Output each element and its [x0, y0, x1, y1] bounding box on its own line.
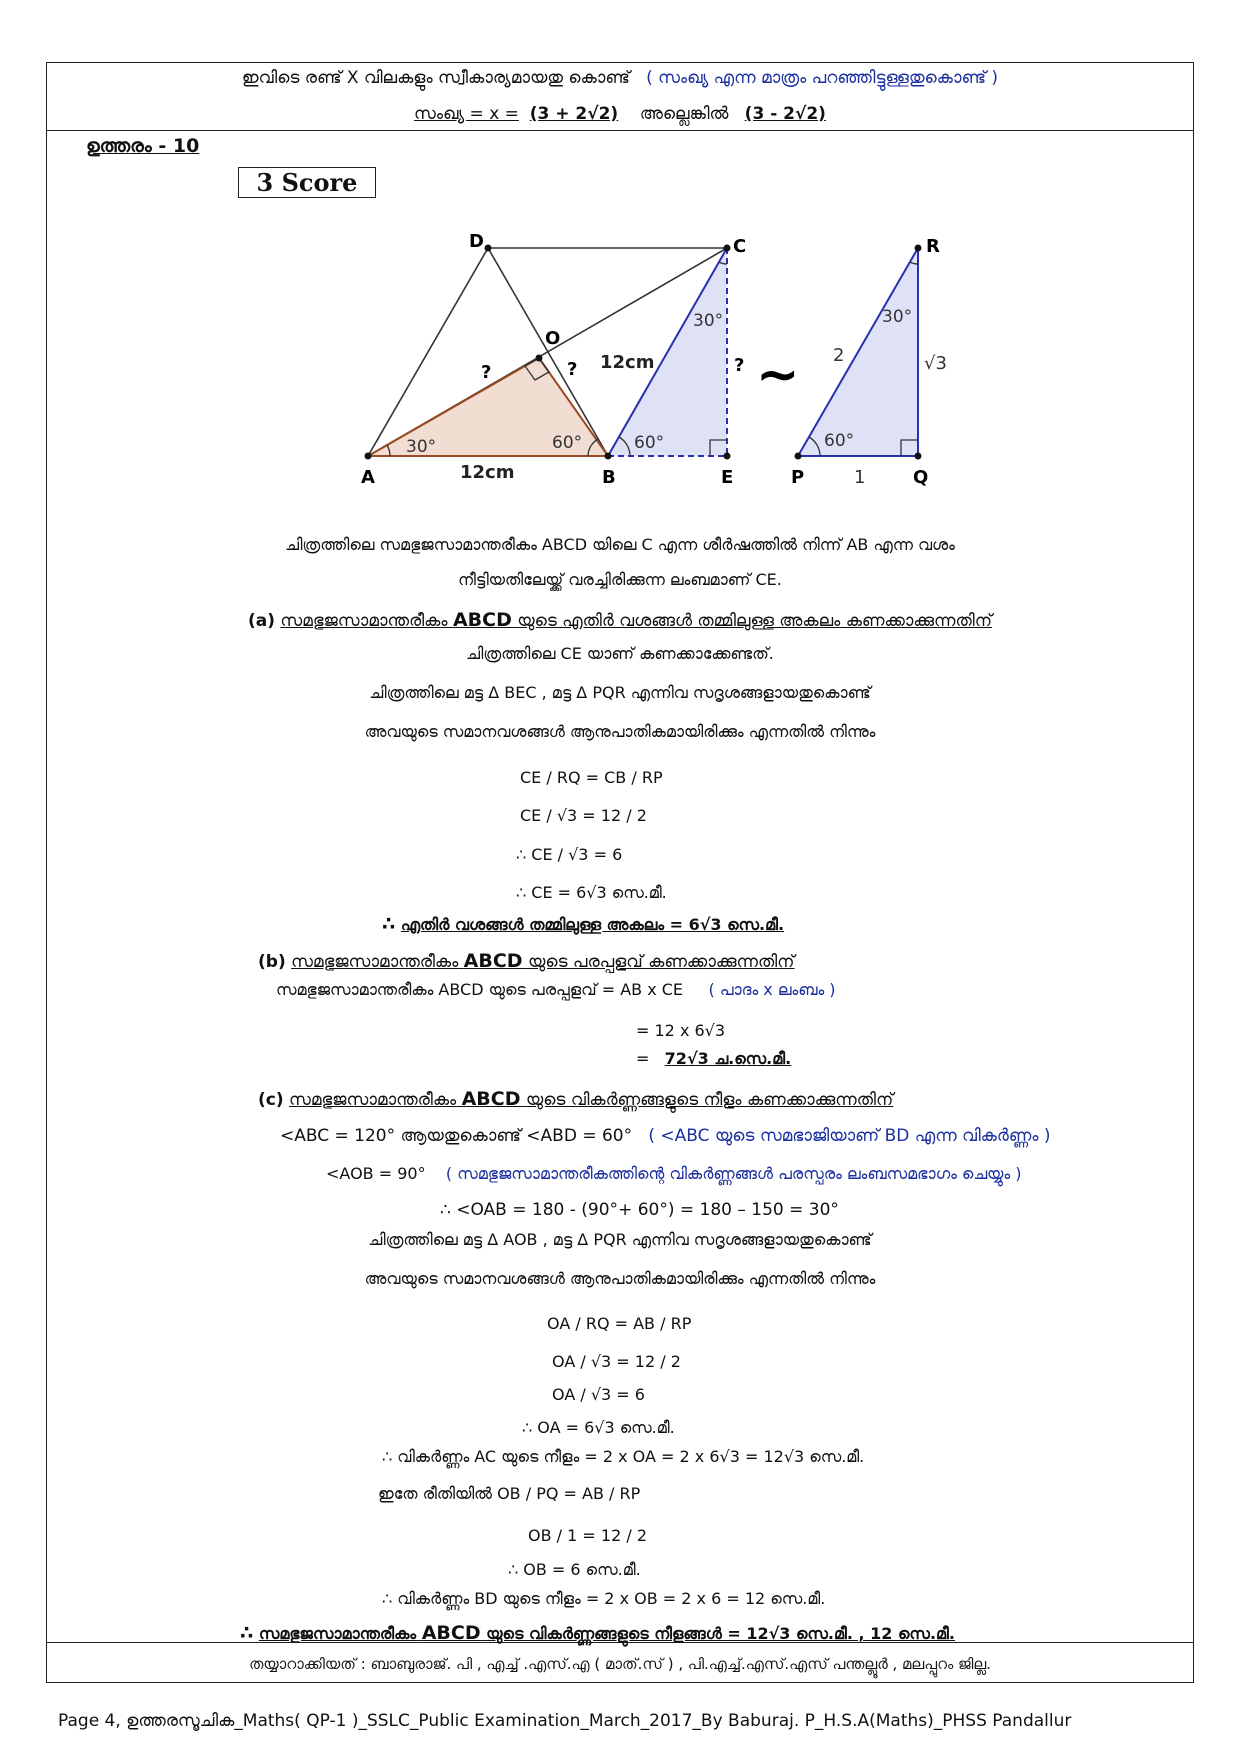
part-b-line-1	[276, 980, 836, 1000]
part-b-eq-2-value: 72√3 ച.സെ.മീ.	[664, 1049, 792, 1068]
part-c-line-1-note: ( <ABC യുടെ സമഭാജിയാണ് BD എന്ന വികർണ്ണം )	[648, 1126, 1051, 1146]
angle-label-oba: 60°	[552, 433, 583, 453]
answer-label: ഉത്തരം - 10	[86, 135, 200, 157]
prepared-by: തയ്യാറാക്കിയത് : ബാബുരാജ്. പി , എച്ച് .എസ്.എ ( മാത്.സ് ) , പി.എച്ച്.എസ്.എസ് പന്തല്ലൂർ , മലപ്പുറം ജില്ല.	[249, 1655, 991, 1673]
part-c-result-therefore: ∴	[240, 1622, 254, 1644]
part-b-heading-pre: സമഭുജസാമാന്തരീകം	[291, 952, 459, 972]
label-a: A	[361, 467, 375, 488]
length-label-pq: 1	[854, 467, 866, 488]
angle-label-bce: 30°	[693, 311, 724, 331]
part-a-tag: (a)	[247, 611, 275, 631]
part-b-heading-post: യുടെ പരപ്പളവ് കണക്കാക്കുന്നതിന്	[527, 952, 795, 972]
point-c	[724, 245, 731, 252]
part-a-heading-abcd: ABCD	[452, 609, 512, 631]
label-p: P	[791, 467, 805, 488]
label-b: B	[602, 467, 616, 488]
top-line-1-main: ഇവിടെ രണ്ട് X വിലകളും സ്വീകാര്യമായതു കൊണ്ട്	[241, 68, 630, 88]
part-b-heading	[258, 950, 794, 972]
point-q	[915, 453, 922, 460]
part-b-line-1-text: സമഭുജസാമാന്തരീകം ABCD യുടെ പരപ്പളവ് = AB x CE	[276, 980, 684, 999]
part-c-eq-5: ∴ വികർണ്ണം AC യുടെ നീളം = 2 x OA = 2 x 6√3 = 12√3 സെ.മീ.	[382, 1447, 865, 1466]
angle-label-p: 60°	[824, 431, 855, 451]
part-c-eq-8: ∴ OB = 6 സെ.മീ.	[508, 1560, 641, 1579]
length-label-rq: √3	[924, 353, 947, 374]
angle-label-r: 30°	[882, 307, 913, 327]
part-a-eq-2: CE / √3 = 12 / 2	[520, 806, 647, 825]
part-a-result-text: എതിർ വശങ്ങൾ തമ്മിലുള്ള അകലം = 6√3 സെ.മീ.	[400, 915, 785, 934]
part-b-heading-abcd: ABCD	[463, 950, 523, 972]
part-a-heading-pre: സമഭുജസാമാന്തരീകം	[280, 611, 448, 631]
part-c-line-1-text: <ABC = 120° ആയതുകൊണ്ട് <ABD = 60°	[280, 1126, 633, 1146]
part-a-eq-4: ∴ CE = 6√3 സെ.മീ.	[516, 883, 667, 902]
part-c-line-4: ചിത്രത്തിലെ മട്ട Δ AOB , മട്ട Δ PQR എന്നിവ സദൃശങ്ങളായതുകൊണ്ട്	[368, 1230, 872, 1249]
part-c-heading-abcd: ABCD	[461, 1088, 521, 1110]
part-a-eq-1: CE / RQ = CB / RP	[520, 768, 663, 787]
label-d: D	[469, 231, 484, 252]
part-c-line-2-text: <AOB = 90°	[326, 1164, 426, 1183]
part-c-eq-1: OA / RQ = AB / RP	[547, 1314, 692, 1333]
part-b-line-1-note: ( പാദം x ലംബം )	[708, 980, 836, 999]
part-b-tag: (b)	[258, 952, 286, 972]
part-b-eq-2	[636, 1049, 791, 1069]
part-c-heading	[258, 1088, 893, 1110]
label-r: R	[926, 236, 940, 257]
part-c-heading-post: യുടെ വികർണ്ണങ്ങളുടെ നീളം കണക്കാക്കുന്നതിന്	[525, 1090, 894, 1110]
part-b-eq-2-sign: =	[636, 1049, 650, 1068]
label-o: O	[545, 328, 561, 349]
part-c-line-5: അവയുടെ സമാനവശങ്ങൾ ആനുപാതികമായിരിക്കും എന്നതിൽ നിന്നും	[364, 1269, 876, 1288]
part-a-line-1: ചിത്രത്തിലെ CE യാണ് കണക്കാക്കേണ്ടത്.	[466, 644, 774, 663]
part-c-result-abcd: ABCD	[421, 1622, 481, 1644]
label-c: C	[733, 236, 747, 257]
top-line-2-or: അല്ലെങ്കിൽ	[639, 104, 729, 124]
part-c-result-mid: സമഭുജസാമാന്തരീകം	[258, 1624, 417, 1643]
top-line-2-val1: (3 + 2√2)	[529, 104, 619, 124]
score-box: 3 Score	[238, 167, 376, 198]
part-c-eq-4: ∴ OA = 6√3 സെ.മീ.	[522, 1418, 675, 1437]
geometry-figure	[0, 0, 1240, 520]
part-c-line-1	[280, 1126, 1050, 1146]
part-c-eq-2: OA / √3 = 12 / 2	[552, 1352, 681, 1371]
part-a-result	[382, 913, 784, 935]
top-line-2-val2: (3 - 2√2)	[744, 104, 826, 124]
part-a-line-3: അവയുടെ സമാനവശങ്ങൾ ആനുപാതികമായിരിക്കും എന്നതിൽ നിന്നും	[364, 722, 876, 741]
page-footer: Page 4, ഉത്തരസൂചിക_Maths( QP-1 )_SSLC_Public Examination_March_2017_By Baburaj. P_H.S.A(Maths)_PHSS Pandallur	[58, 1711, 1072, 1731]
question-ce: ?	[734, 355, 745, 376]
label-q: Q	[913, 467, 929, 488]
part-a-heading	[0, 609, 1240, 631]
point-r	[915, 245, 922, 252]
part-c-eq-9: ∴ വികർണ്ണം BD യുടെ നീളം = 2 x OB = 2 x 6 = 12 സെ.മീ.	[382, 1589, 826, 1608]
label-e: E	[721, 467, 734, 488]
point-b	[605, 453, 612, 460]
part-c-line-2	[326, 1164, 1022, 1184]
point-a	[365, 453, 372, 460]
part-c-eq-6: ഇതേ രീതിയിൽ OB / PQ = AB / RP	[378, 1484, 641, 1503]
point-o	[536, 355, 543, 362]
part-c-result	[240, 1622, 955, 1644]
part-c-result-post: യുടെ വികർണ്ണങ്ങളുടെ നീളങ്ങൾ = 12√3 സെ.മീ. , 12 സെ.മീ.	[486, 1624, 955, 1643]
angle-label-a: 30°	[406, 437, 437, 457]
angle-label-cbe: 60°	[634, 433, 665, 453]
part-c-tag: (c)	[258, 1090, 284, 1110]
part-a-result-therefore: ∴	[382, 913, 396, 935]
part-b-eq-1: = 12 x 6√3	[636, 1021, 726, 1040]
top-line-2-label: സംഖ്യ = x =	[414, 104, 519, 124]
part-a-eq-3: ∴ CE / √3 = 6	[516, 845, 623, 864]
part-c-eq-3: OA / √3 = 6	[552, 1385, 645, 1404]
similar-symbol: ∼	[756, 345, 800, 405]
part-c-eq-7: OB / 1 = 12 / 2	[528, 1526, 647, 1545]
part-a-heading-post: യുടെ എതിർ വശങ്ങൾ തമ്മിലുള്ള അകലം കണക്കാക്കുന്നതിന്	[517, 611, 993, 631]
point-d	[485, 245, 492, 252]
part-c-line-2-note: ( സമഭുജസാമാന്തരീകത്തിന്റെ വികർണ്ണങ്ങൾ പരസ്പരം ലംബസമഭാഗം ചെയ്യും )	[445, 1164, 1022, 1183]
intro-line-2: നീട്ടിയതിലേയ്ക്ക് വരച്ചിരിക്കുന്ന ലംബമാണ് CE.	[458, 570, 782, 589]
point-e	[724, 453, 731, 460]
point-p	[795, 453, 802, 460]
intro-line-1: ചിത്രത്തിലെ സമഭുജസാമാന്തരീകം ABCD യിലെ C എന്ന ശീർഷത്തിൽ നിന്ന് AB എന്ന വശം	[285, 535, 955, 554]
length-label-bc: 12cm	[600, 352, 655, 373]
length-label-ab: 12cm	[460, 462, 515, 483]
length-label-pr: 2	[833, 345, 845, 366]
question-ao: ?	[481, 362, 492, 383]
top-line-1-note: ( സംഖ്യ എന്ന മാത്രം പറഞ്ഞിട്ടുള്ളതുകൊണ്ട് )	[646, 68, 999, 88]
question-ob: ?	[567, 359, 578, 380]
part-c-heading-pre: സമഭുജസാമാന്തരീകം	[289, 1090, 457, 1110]
part-a-line-2: ചിത്രത്തിലെ മട്ട Δ BEC , മട്ട Δ PQR എന്നിവ സദൃശങ്ങളായതുകൊണ്ട്	[369, 683, 871, 702]
part-c-line-3: ∴ <OAB = 180 - (90°+ 60°) = 180 – 150 = 30°	[440, 1200, 839, 1220]
